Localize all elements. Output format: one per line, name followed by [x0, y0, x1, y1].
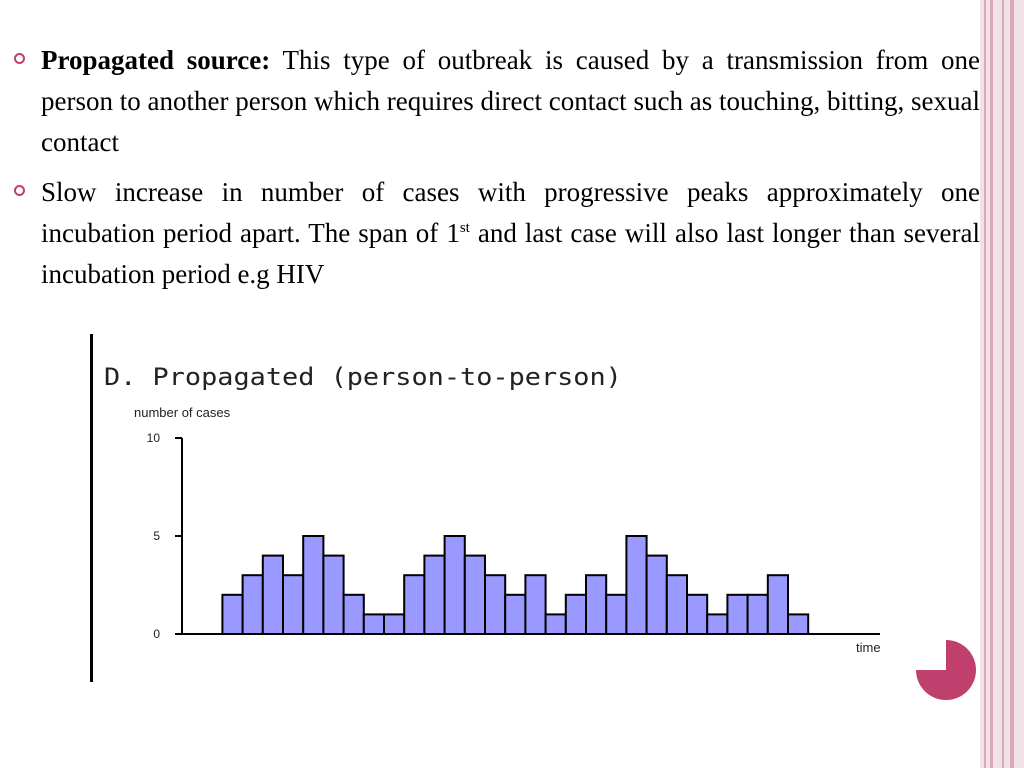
- chart-bar: [606, 595, 626, 634]
- chart-bar: [687, 595, 707, 634]
- chart-bar: [546, 614, 566, 634]
- bullet-text: and last case will also last longer than several incubation period e.g HIV: [41, 218, 980, 289]
- stripe-line: [984, 0, 986, 768]
- chart-bar: [344, 595, 364, 634]
- chart-bar: [505, 595, 525, 634]
- chart-bar: [222, 595, 242, 634]
- bullet-propagated-source: [14, 40, 980, 163]
- superscript-st: st: [459, 220, 470, 236]
- chart-bar: [404, 575, 424, 634]
- chart-bar: [748, 595, 768, 634]
- stripe-line: [1002, 0, 1004, 768]
- chart-bar: [364, 614, 384, 634]
- chart-x-axis-label: time: [856, 640, 881, 655]
- stripe-line: [990, 0, 993, 768]
- chart-bar: [384, 614, 404, 634]
- chart-bar: [647, 556, 667, 634]
- chart-bar: [485, 575, 505, 634]
- chart-bar: [303, 536, 323, 634]
- decorative-stripes: [980, 0, 1024, 768]
- bullet-text: Slow increase in number of cases with progressive peaks approximately one incubation period apart. The span of 1: [41, 177, 980, 248]
- chart-bar: [626, 536, 646, 634]
- slide-content: [14, 40, 980, 295]
- bullet-ring-icon: [14, 185, 25, 196]
- chart-bar: [424, 556, 444, 634]
- bullet-ring-icon: [14, 53, 25, 64]
- chart-y-axis-label: number of cases: [134, 405, 231, 420]
- chart-bar: [667, 575, 687, 634]
- pie-decoration-icon: [916, 640, 976, 700]
- chart-y-tick-label: 0: [153, 627, 160, 641]
- bullet-slow-increase: [14, 172, 980, 295]
- chart-bar: [525, 575, 545, 634]
- chart-bar: [445, 536, 465, 634]
- chart-bar: [566, 595, 586, 634]
- chart-bar: [788, 614, 808, 634]
- stripe-line: [1010, 0, 1014, 768]
- chart-bar: [263, 556, 283, 634]
- chart-bar: [768, 575, 788, 634]
- chart-bar: [283, 575, 303, 634]
- chart-axes: [147, 431, 880, 641]
- chart-bar: [586, 575, 606, 634]
- chart-y-tick-label: 5: [153, 529, 160, 543]
- chart-title: D. Propagated (person-to-person): [104, 363, 622, 391]
- chart-bar: [323, 556, 343, 634]
- chart-y-tick-label: 10: [146, 431, 160, 445]
- chart-bar: [465, 556, 485, 634]
- figure-divider: [90, 334, 93, 682]
- chart-bars: [222, 536, 808, 634]
- bullet-text: This type of outbreak is caused by a transmission from one person to another person which requires direct contact such as touching, bitting, sexual contact: [41, 45, 981, 157]
- chart-bar: [727, 595, 747, 634]
- chart-bar: [243, 575, 263, 634]
- chart-bar: [707, 614, 727, 634]
- bullet-bold-term: Propagated source:: [41, 45, 271, 75]
